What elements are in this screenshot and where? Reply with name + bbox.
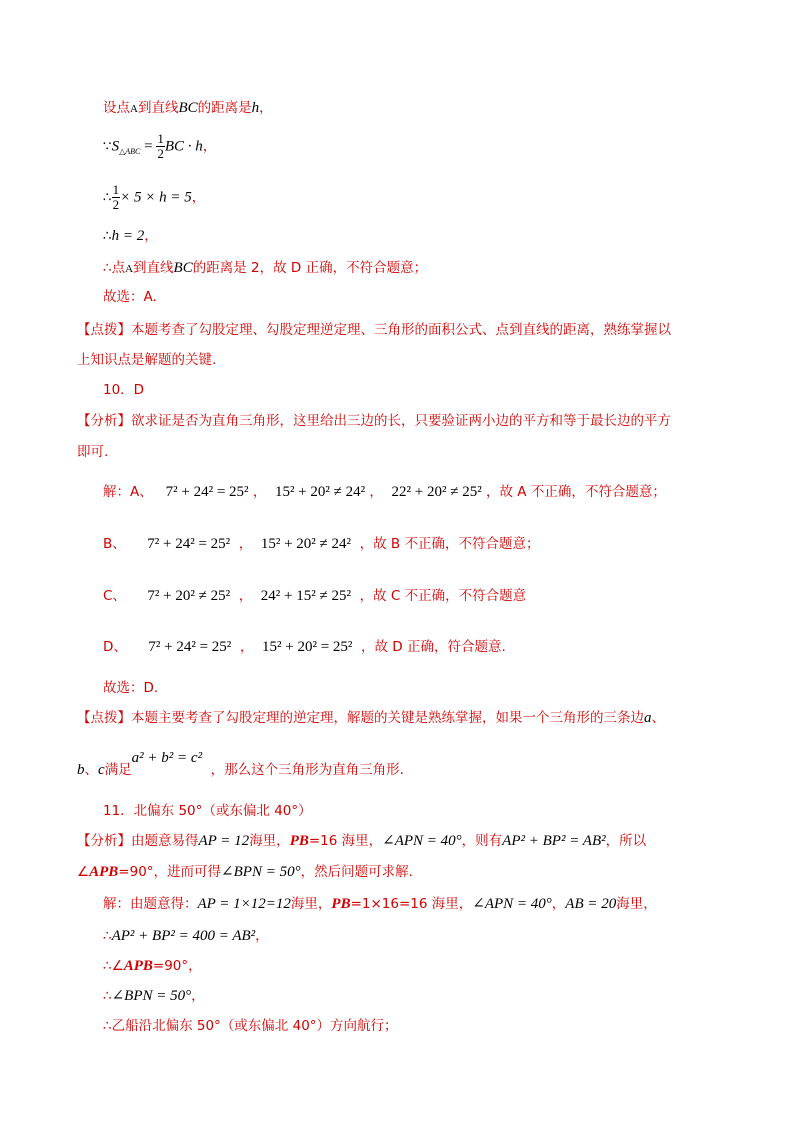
math-expr: 22² + 20² ≠ 25²	[391, 484, 482, 500]
tip-line-2: 上知识点是解题的关键.	[77, 352, 217, 368]
math-sub: △ABC	[119, 147, 141, 157]
math-pb: PB	[289, 833, 309, 849]
math-point-a: A	[125, 263, 134, 275]
math-bc: BC	[173, 260, 193, 276]
math-c: c	[98, 762, 105, 778]
text: ，	[239, 639, 254, 655]
text: ∴∠	[103, 958, 124, 974]
question-10-header: 10．D	[103, 382, 145, 398]
math-expr: AP = 12	[198, 833, 250, 849]
solution-10-c	[103, 586, 526, 606]
math-expr: 7² + 20² ≠ 25²	[147, 588, 231, 604]
solution-line-3	[103, 183, 205, 212]
answer-line-10: 故选：D.	[103, 680, 159, 696]
math-expr: 7² + 24² = 25²	[147, 536, 231, 552]
math-expr: 15² + 20² = 25²	[261, 639, 353, 655]
math-expr: 15² + 20² ≠ 24²	[274, 484, 366, 500]
text: 设点	[103, 100, 130, 116]
solution-11-line-1	[103, 894, 657, 914]
analysis-line-2: 即可.	[77, 444, 109, 460]
math-h: h	[251, 100, 260, 116]
text: ，	[252, 484, 267, 500]
math-a: a	[644, 710, 652, 726]
text: 解：由题意得：	[103, 896, 198, 912]
text: 的距离是 2，故 D 正确，不符合题意；	[192, 260, 428, 276]
denominator: 2	[157, 146, 164, 161]
text: 海里，	[616, 896, 657, 912]
text: 海里，	[249, 833, 290, 849]
tip-10-line-2	[77, 750, 404, 780]
math-expr: 7² + 24² = 25²	[148, 639, 232, 655]
text: 的距离是	[197, 100, 252, 116]
math-eq: =	[140, 138, 157, 155]
math-apb: APB	[89, 864, 119, 880]
math-expr: AP = 1×12=12	[197, 896, 291, 912]
text: ，	[238, 536, 253, 552]
solution-10-b	[103, 534, 539, 554]
text: ，所以	[605, 833, 647, 849]
text: 解：A、	[103, 484, 153, 500]
math-expr: ∠BPN = 50°	[111, 988, 192, 1004]
solution-line-1	[103, 98, 273, 119]
analysis-11-line-1	[77, 831, 646, 851]
solution-11-line-2	[103, 926, 269, 946]
therefore-symbol: ∴	[103, 928, 112, 944]
text: 【分析】由题意易得	[77, 833, 199, 849]
solution-line-4	[103, 226, 158, 246]
text: ，	[191, 189, 206, 206]
math-expr: h = 2	[111, 228, 145, 244]
text: B、	[103, 536, 126, 552]
text: ，	[551, 896, 566, 912]
math-expr: ∠BPN = 50°	[221, 864, 301, 880]
text: ，那么这个三角形为直角三角形.	[210, 762, 404, 778]
text: ∠	[77, 864, 90, 880]
solution-10-a	[103, 482, 666, 502]
math-expr: AB = 20	[565, 896, 617, 912]
math-expr: 7² + 24² = 25²	[165, 484, 249, 500]
text: =90°，进而可得	[118, 864, 222, 880]
fraction-half	[112, 183, 121, 212]
solution-10-d	[103, 637, 506, 657]
math-bc: BC	[178, 100, 198, 116]
math-expr: BC · h	[164, 138, 203, 155]
text: =1×16=16 海里，	[350, 896, 473, 912]
math-point-a: A	[130, 103, 138, 115]
math-s: S	[111, 138, 120, 155]
answer-line-9: 故选：A.	[103, 289, 157, 305]
text: ∴点	[103, 260, 126, 276]
text: ，	[144, 228, 158, 244]
math-expr: 15² + 20² ≠ 24²	[260, 536, 352, 552]
text: =16 海里，	[308, 833, 383, 849]
text: =90°，	[152, 958, 202, 974]
math-expr: 24² + 15² ≠ 25²	[260, 588, 351, 604]
math-expr: a² + b² = c²	[131, 750, 203, 766]
numerator: 1	[112, 182, 120, 197]
therefore-symbol: ∴	[103, 988, 112, 1004]
text: D、	[103, 639, 127, 655]
text: ，	[202, 138, 217, 155]
analysis-11-line-2	[77, 862, 413, 882]
text: ，	[369, 484, 383, 500]
math-apb: APB	[123, 958, 153, 974]
tip-line-1: 【点拨】本题考查了勾股定理、勾股定理逆定理、三角形的面积公式、点到直线的距离，熟练掌握以	[77, 322, 671, 338]
therefore-symbol: ∴	[103, 189, 112, 206]
text: 到直线	[137, 100, 179, 116]
text: ，故 D 正确，符合题意.	[361, 639, 506, 655]
solution-line-2	[103, 132, 216, 162]
solution-11-line-3	[103, 956, 202, 976]
math-b: b	[77, 762, 85, 778]
text: ，然后问题可求解.	[300, 864, 413, 880]
fraction-half	[156, 132, 165, 161]
because-symbol: ∵	[103, 138, 112, 155]
text: 、	[651, 710, 665, 726]
text: ，故 C 不正确，不符合题意	[359, 588, 527, 604]
text: C、	[103, 588, 126, 604]
text: ，则有	[461, 833, 503, 849]
denominator: 2	[112, 197, 120, 212]
text: ，	[238, 588, 253, 604]
tip-10-line-1	[77, 708, 665, 728]
text: 、	[84, 762, 98, 778]
numerator: 1	[157, 131, 164, 146]
text: ，	[255, 928, 269, 944]
math-expr: ∠APN = 40°	[382, 833, 462, 849]
math-expr: AP² + BP² = 400 = AB²	[111, 928, 256, 944]
text: ，故 B 不正确，不符合题意；	[359, 536, 540, 552]
therefore-symbol: ∴	[103, 228, 112, 244]
math-expr: ∠APN = 40°	[472, 896, 552, 912]
analysis-line-1: 【分析】欲求证是否为直角三角形，这里给出三边的长，只要验证两小边的平方和等于最长边的平方	[77, 413, 671, 429]
question-11-header: 11．北偏东 50°（或东偏北 40°）	[103, 803, 312, 819]
solution-11-line-5: ∴乙船沿北偏东 50°（或东偏北 40°）方向航行；	[103, 1018, 398, 1034]
text: ，故 A 不正确，不符合题意；	[486, 484, 666, 500]
solution-11-line-4	[103, 986, 205, 1006]
text: ，	[259, 100, 273, 116]
text: 到直线	[133, 260, 174, 276]
math-expr: × 5 × h = 5	[120, 189, 192, 206]
math-expr: AP² + BP² = AB²	[502, 833, 606, 849]
text: ，	[191, 988, 205, 1004]
text: 【点拨】本题主要考查了勾股定理的逆定理，解题的关键是熟练掌握，如果一个三角形的三条边	[77, 710, 644, 726]
text: 海里，	[290, 896, 332, 912]
solution-line-5	[103, 258, 427, 279]
math-pb: PB	[331, 896, 351, 912]
text: 满足	[104, 762, 132, 778]
